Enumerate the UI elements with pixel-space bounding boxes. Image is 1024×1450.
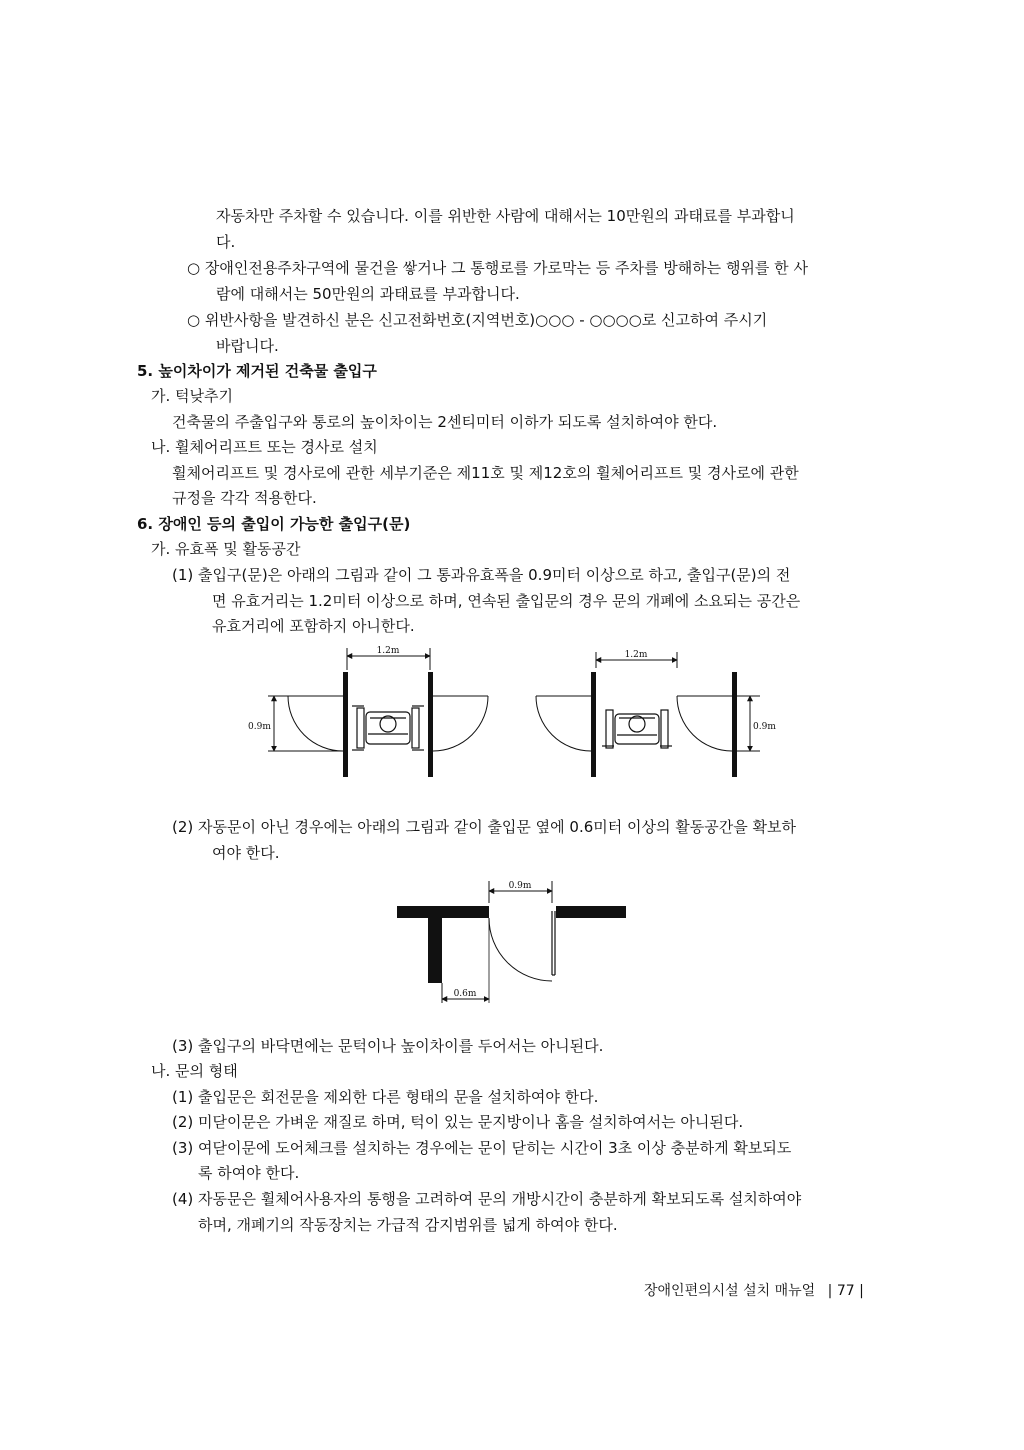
text-line: 자동차만 주차할 수 있습니다. 이를 위반한 사람에 대해서는 10만원의 과태료를 부과합니 bbox=[216, 207, 795, 225]
wheelchair-icon bbox=[602, 710, 672, 748]
list-item: (4) 자동문은 휠체어사용자의 통행을 고려하여 문의 개방시간이 충분하게 확보되도록 설치하여야 bbox=[172, 1190, 802, 1208]
subheading: 나. 휠체어리프트 또는 경사로 설치 bbox=[151, 438, 378, 456]
list-item: (1) 출입구(문)은 아래의 그림과 같이 그 통과유효폭을 0.9미터 이상으로 하고, 출입구(문)의 전 bbox=[172, 566, 791, 584]
list-item: (1) 출입문은 회전문을 제외한 다른 형태의 문을 설치하여야 한다. bbox=[172, 1088, 599, 1106]
page-number: | 77 | bbox=[827, 1283, 864, 1299]
paragraph: 휠체어리프트 및 경사로에 관한 세부기준은 제11호 및 제12호의 휠체어리프트 및 경사로에 관한 bbox=[172, 464, 799, 482]
page-footer bbox=[644, 1282, 864, 1300]
wheelchair-icon bbox=[352, 706, 424, 750]
depth-label: 1.2m bbox=[376, 646, 400, 656]
side-space-label: 0.6m bbox=[453, 989, 477, 999]
left-door-diagram bbox=[248, 646, 488, 777]
list-item: (2) 자동문이 아닌 경우에는 아래의 그림과 같이 출입문 옆에 0.6미터 이상의 활동공간을 확보하 bbox=[172, 818, 796, 836]
text-line: 유효거리에 포함하지 아니한다. bbox=[212, 617, 415, 635]
paragraph: 규정을 각각 적용한다. bbox=[172, 489, 317, 507]
door-width-label: 0.9m bbox=[508, 881, 532, 891]
text-line: 여야 한다. bbox=[212, 844, 280, 862]
text-line: 바랍니다. bbox=[216, 337, 279, 355]
paragraph: 건축물의 주출입구와 통로의 높이차이는 2센티미터 이하가 되도록 설치하여야 한다. bbox=[172, 413, 718, 431]
list-item: (3) 출입구의 바닥면에는 문턱이나 높이차이를 두어서는 아니된다. bbox=[172, 1037, 604, 1055]
text-line: 록 하여야 한다. bbox=[198, 1164, 300, 1182]
subheading: 가. 턱낮추기 bbox=[151, 387, 233, 405]
subheading: 나. 문의 형태 bbox=[151, 1062, 238, 1080]
section-heading-5: 5. 높이차이가 제거된 건축물 출입구 bbox=[137, 362, 377, 380]
text-line: 면 유효거리는 1.2미터 이상으로 하며, 연속된 출입문의 경우 문의 개폐에 소요되는 공간은 bbox=[212, 592, 801, 610]
doorway-clearance-figure bbox=[240, 640, 800, 790]
bullet-item: ○ 위반사항을 발견하신 분은 신고전화번호(지역번호)○○○ - ○○○○로 신고하여 주시기 bbox=[187, 311, 768, 329]
text-line: 하며, 개폐기의 작동장치는 가급적 감지범위를 넓게 하여야 한다. bbox=[198, 1216, 618, 1234]
door-side-space-figure bbox=[390, 875, 635, 1010]
manual-title: 장애인편의시설 설치 매뉴얼 bbox=[644, 1283, 816, 1299]
subheading: 가. 유효폭 및 활동공간 bbox=[151, 540, 301, 558]
width-label: 0.9m bbox=[248, 722, 271, 732]
text-line: 다. bbox=[216, 233, 236, 251]
list-item: (3) 여닫이문에 도어체크를 설치하는 경우에는 문이 닫히는 시간이 3초 이상 충분하게 확보되도 bbox=[172, 1139, 792, 1157]
bullet-item: ○ 장애인전용주차구역에 물건을 쌓거나 그 통행로를 가로막는 등 주차를 방해하는 행위를 한 사 bbox=[187, 259, 808, 277]
text-line: 람에 대해서는 50만원의 과태료를 부과합니다. bbox=[216, 285, 520, 303]
width-label: 0.9m bbox=[753, 722, 776, 732]
right-door-diagram bbox=[536, 650, 776, 777]
depth-label: 1.2m bbox=[624, 650, 648, 660]
section-heading-6: 6. 장애인 등의 출입이 가능한 출입구(문) bbox=[137, 515, 411, 533]
list-item: (2) 미닫이문은 가벼운 재질로 하며, 턱이 있는 문지방이나 홈을 설치하여서는 아니된다. bbox=[172, 1113, 744, 1131]
